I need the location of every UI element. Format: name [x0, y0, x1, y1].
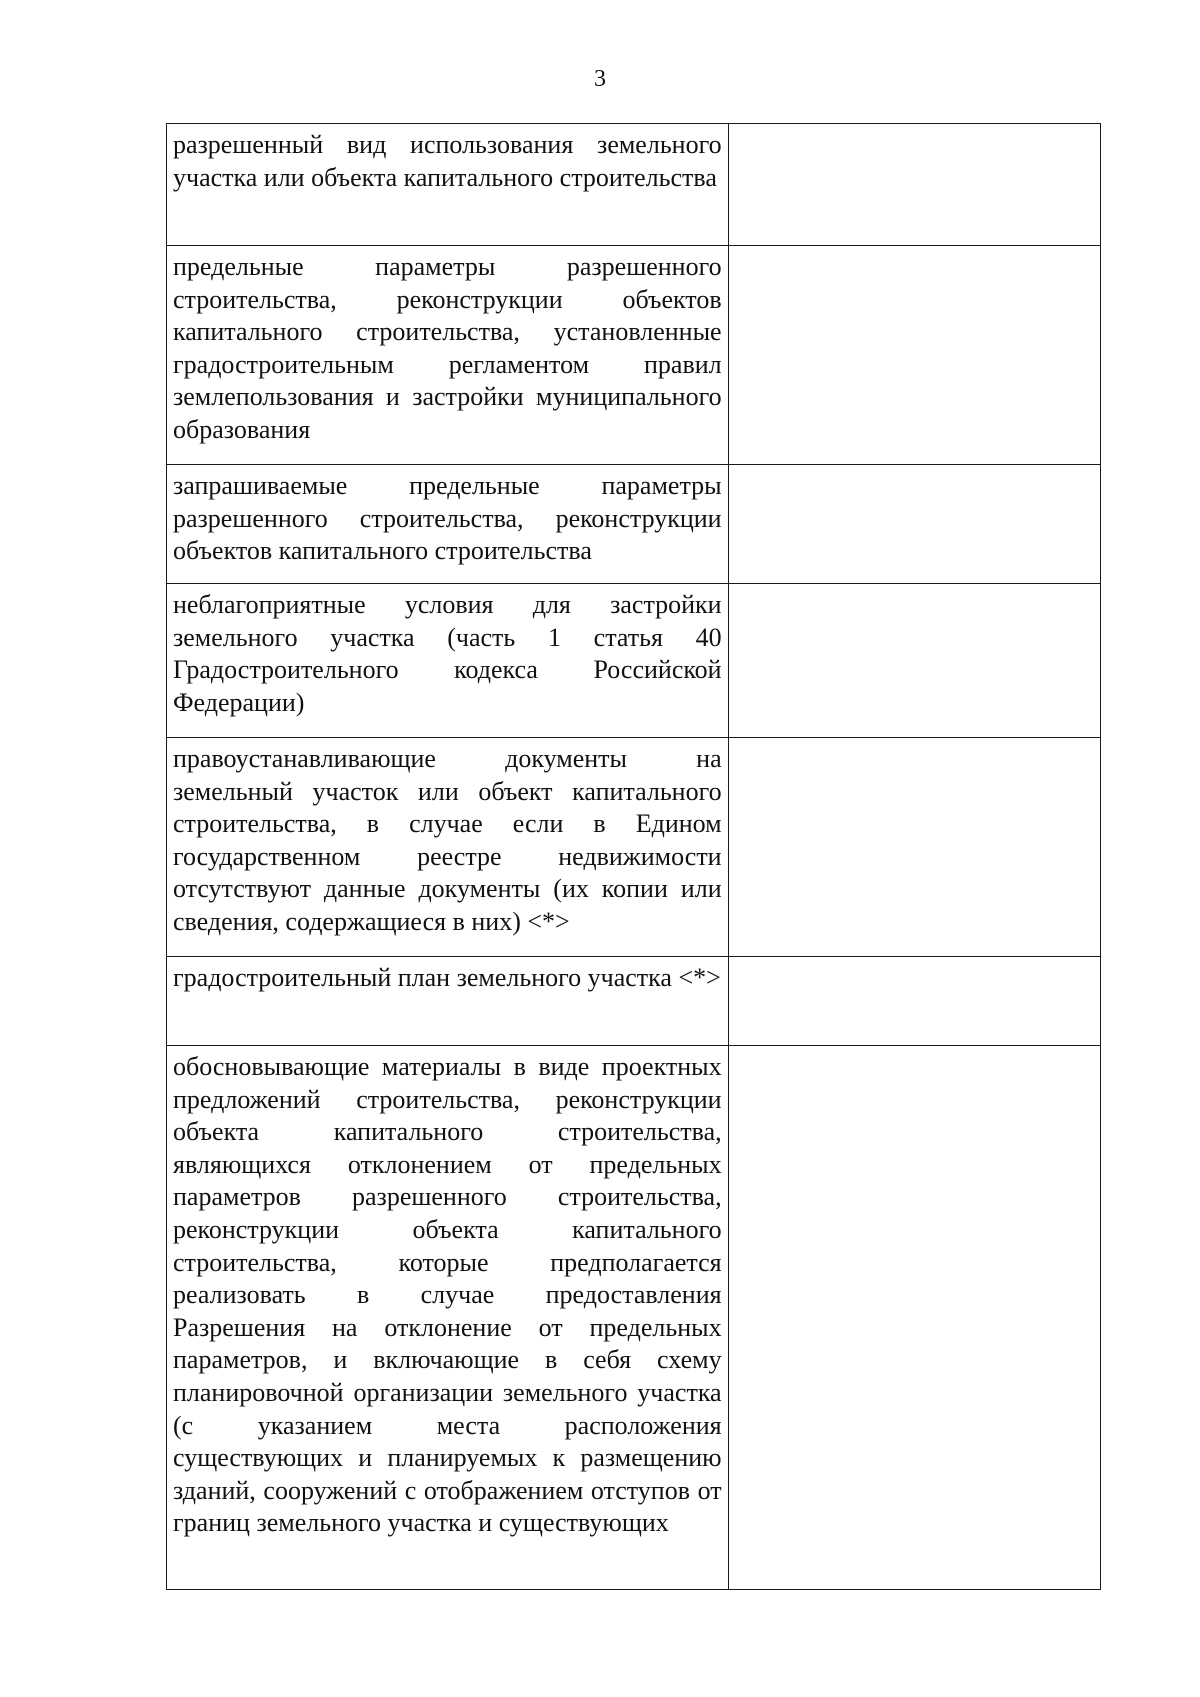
row-value-cell[interactable] [728, 1046, 1100, 1590]
row-label-cell [167, 124, 729, 246]
row-label-cell [167, 246, 729, 465]
table-row-supporting-materials [167, 1046, 1101, 1590]
row-label-text: неблагоприятные условия для застройки земельного участка (часть 1 статья 40 Градостроительного кодекса Российской Федерации) [173, 590, 722, 717]
application-details-table [166, 123, 1101, 1590]
row-value-cell[interactable] [728, 738, 1100, 957]
table-row-requested-parameters [167, 465, 1101, 584]
row-value-cell[interactable] [728, 124, 1100, 246]
row-label-cell [167, 957, 729, 1046]
row-value-cell[interactable] [728, 957, 1100, 1046]
row-label-cell [167, 465, 729, 584]
row-label-text: запрашиваемые предельные параметры разрешенного строительства, реконструкции объектов капитального строительства [173, 471, 722, 566]
table-row-limit-parameters [167, 246, 1101, 465]
row-label-text: обосновывающие материалы в виде проектных предложений строительства, реконструкции объекта капитального строительства, являющихся отклонением от предельных параметров разрешенного строительства, реконструкции объекта капитального строительства, которые предполагается реализовать в случае предоставления Разрешения на отклонение от предельных параметров, и включающие в себя схему планировочной организации земельного участка (с указанием места расположения существующих и планируемых к размещению зданий, сооружений с отображением отступов от границ земельного участка и существующих [173, 1052, 722, 1538]
table-row-title-documents [167, 738, 1101, 957]
row-label-cell [167, 1046, 729, 1590]
row-value-cell[interactable] [728, 465, 1100, 584]
page-number: 3 [594, 66, 606, 92]
row-label-text: правоустанавливающие документы на земельный участок или объект капитального строительства, в случае если в Едином государственном реестре недвижимости отсутствуют данные документы (их копии или сведения, содержащиеся в них) <*> [173, 744, 722, 936]
row-label-text: предельные параметры разрешенного строительства, реконструкции объектов капитального строительства, установленные градостроительным регламентом правил землепользования и застройки муниципального образования [173, 252, 722, 444]
row-label-cell [167, 584, 729, 738]
row-label-text: разрешенный вид использования земельного участка или объекта капитального строительства [173, 130, 722, 192]
table-row-unfavorable-conditions [167, 584, 1101, 738]
table-row-urban-plan [167, 957, 1101, 1046]
row-value-cell[interactable] [728, 584, 1100, 738]
table-row-permitted-use [167, 124, 1101, 246]
row-value-cell[interactable] [728, 246, 1100, 465]
row-label-text: градостроительный план земельного участка <*> [173, 963, 721, 992]
row-label-cell [167, 738, 729, 957]
